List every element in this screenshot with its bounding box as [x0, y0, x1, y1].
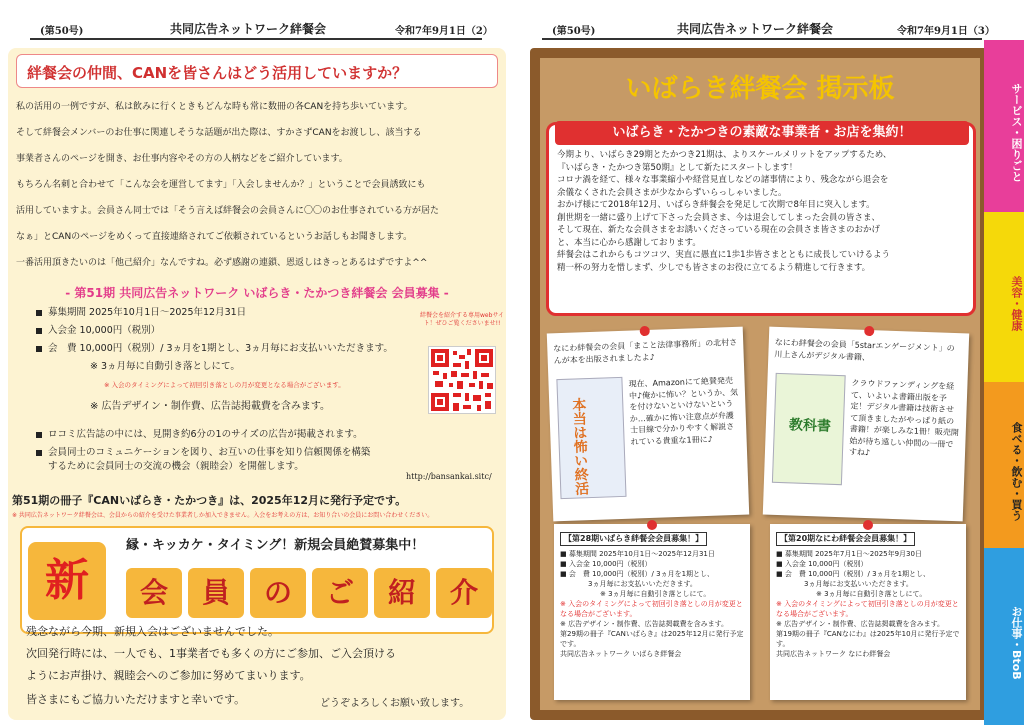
paragraph-2: そして絆餐会メンバーのお仕事に関連しそうな話題が出た際は、すかさずCANをお渡しし、該当する [16, 128, 422, 138]
box2-line: ※ 入会のタイミングによって初回引き落としの月が変更となる場合がございます。 [776, 600, 959, 618]
paragraph-6: なぁ」とCANのページをめくって直接連絡されてご依頼されているというお話しもお聞きします。 [16, 232, 413, 242]
bulletin-board [530, 48, 990, 720]
extra-line-1-text: ロコミ広告誌の中には、見開き約6分の1のサイズの広告が掲載されます。 [48, 429, 363, 440]
notice-line: と、本当に心から感謝しております。 [557, 237, 701, 248]
catch-copy: 縁・キッカケ・タイミング！新規会員絶賛募集中！ [126, 538, 425, 553]
box1-line: ※ 3ヵ月毎に自動引き落としにて。 [600, 590, 711, 598]
box2-line: 第19期の冊子『CANなにわ』は2025年10月に発行予定です。 [776, 630, 960, 648]
left-header-title: 共同広告ネットワーク絆餐会 [170, 22, 327, 36]
qr-caption: 絆餐会を紹介する専用webサイト！ぜひご覧くださいませ!! [420, 312, 504, 327]
card2-head: なにわ絆餐会の会員「5starエンゲージメント」の川上さんがデジタル書籍、 [774, 337, 955, 362]
notice-line: 精一杯の努力を惜しまず、少しでも皆さまのお役に立てるよう精進して行きます。 [557, 262, 871, 273]
card1-head: なにわ絆餐会の会員「まこと法律事務所」の北村さんが本を出版されましたよ♪ [553, 337, 738, 365]
paragraph-7: 一番活用頂きたいのは「他己紹介」なんですね。必ず感謝の連鎖、恩返しはきっとあるはずですよ^^ [16, 258, 428, 268]
pushpin-icon [640, 326, 650, 336]
new-big-tile: 新 [28, 542, 106, 620]
left-content-box [8, 48, 506, 720]
closing-line: どうぞよろしくお願い致します。 [320, 698, 470, 709]
pinned-card-recruit-ibaraki [554, 524, 750, 700]
auto-renew-note: ※ 3ヵ月毎に自動引き落としにて。 [90, 361, 240, 372]
left-header-date: 令和7年9月1日（2） [395, 26, 493, 37]
box1-line: ※ 入会のタイミングによって初回引き落としの月が変更となる場合がございます。 [560, 600, 743, 618]
right-page [512, 0, 1024, 725]
cork-surface [540, 58, 980, 710]
box2-line: 共同広告ネットワーク なにわ絆餐会 [776, 650, 891, 658]
notice-line: 今期より、いばらき29期とたかつき21期は、よりスケールメリットをアップするため、 [557, 150, 892, 160]
box2-line: ※ 3ヵ月毎に自動引き落としにて。 [816, 590, 927, 598]
left-header-rule [30, 38, 482, 40]
tile-4: ご [312, 568, 368, 618]
notice-line: コロナ渦を経て、様々な事業縮小や経営見直しなどの諸事情により、残念ながら退会を [557, 175, 889, 185]
notice-line: 『いばらき・たかつき第50期』として新たにスタートします！ [557, 162, 798, 173]
notice-line: 絆餐会はこれからもコツコツ、実直に愚直に1歩1歩皆さまとともに成長していけるよう [557, 250, 891, 260]
pushpin-icon [863, 520, 873, 530]
pinned-card-book-1 [547, 327, 749, 522]
box1-line: ■ 募集期間 2025年10月1日～2025年12月31日 [560, 550, 715, 558]
recruit-title: - 第51期 共同広告ネットワーク いばらき・たかつき絆餐会 会員募集 - [65, 286, 449, 300]
book-2-title: 教科書 [788, 417, 832, 435]
timing-red-note: ※ 入会のタイミングによって初回引き落としの月が変更となる場合がございます。 [104, 381, 345, 389]
notice-title: いばらき・たかつきの素敵な事業者・お店を集約！ [555, 121, 969, 145]
box1-line: ■ 会 費 10,000円（税別）/ 3ヵ月を1期とし、 [560, 570, 715, 578]
book-cover-2 [772, 373, 846, 485]
extra-line-1 [36, 428, 426, 442]
site-url-link[interactable]: http://bansankai.sitc/ [406, 472, 492, 481]
qr-code-icon[interactable] [428, 346, 496, 414]
box2-line: ■ 会 費 10,000円（税別）/ 3ヵ月を1期とし、 [776, 570, 931, 578]
notice-body [557, 149, 969, 274]
board-title: いばらき絆餐会 掲示板 [625, 74, 895, 104]
box1-line: 第29期の冊子『CANいばらき』は2025年12月に発行予定です。 [560, 630, 744, 648]
extra-line-2-text: 会員同士のコミュニケーションを図り、お互いの仕事を知り信頼関係を構築 [48, 447, 371, 458]
issue-red-note: ※ 共同広告ネットワーク絆餐会は、会員からの紹介を受けた事業者しか加入できません。入会をお考えの方は、お知り合いの会員にお問い合わせください。 [12, 512, 434, 519]
recruit-period-text: 募集期間 2025年10月1日～2025年12月31日 [48, 307, 247, 318]
message-2: 次回発行時には、一人でも、1事業者でも多くの方にご参加、ご入会頂ける [26, 647, 396, 660]
recruit-fee-text: 入会金 10,000円（税別） [48, 325, 161, 336]
new-member-box [20, 526, 494, 634]
notice-line: 創世期を一緒に盛り上げて下さった会員さま、今は退会してしまった会員の皆さま、 [557, 212, 881, 223]
box2-line: ※ 広告デザイン・制作費、広告誌掲載費を含みます。 [776, 620, 945, 628]
pinned-card-recruit-naniwa [770, 524, 966, 700]
recruit-line-dues [36, 342, 436, 356]
ibaraki-recruit-title: 【第28期いばらき絆餐会会員募集！】 [560, 532, 707, 546]
ibaraki-recruit-box [560, 532, 744, 659]
left-issue-number: (第50号) [40, 26, 84, 37]
tile-5: 紹 [374, 568, 430, 618]
tile-1: 会 [126, 568, 182, 618]
tile-3: の [250, 568, 306, 618]
right-header-rule [542, 38, 982, 40]
tab-food[interactable]: 食べる・飲む・買う [984, 382, 1024, 548]
right-header-date: 令和7年9月1日（3） [897, 26, 995, 37]
paragraph-3: 事業者さんのページを開き、お仕事内容やその方の人柄などをご紹介しています。 [16, 154, 348, 164]
extra-line-3: するために会員同士の交流の機会（親睦会）を開催します。 [48, 461, 304, 472]
paragraph-5: 活用していますよ。会員さん同士では「そう言えば絆餐会の会員さんに〇〇のお仕事されている方が居た [16, 206, 440, 216]
message-3: ようにお声掛け、親睦会へのご参加に努めてまいります。 [26, 669, 311, 682]
extra-line-2 [36, 446, 426, 460]
recruit-dues-text: 会 費 10,000円（税別）/ 3ヵ月を1期とし、3ヵ月毎にお支払いいただきます。 [48, 343, 393, 354]
message-4: 皆さまにもご協力いただけますと幸いです。 [26, 693, 246, 706]
pinned-card-book-2 [763, 327, 969, 522]
notice-line: おかげ様にて2018年12月、いばらき絆餐会を発足して次期で8年目に突入します。 [557, 200, 875, 210]
right-issue-number: (第50号) [552, 26, 596, 37]
tab-beauty[interactable]: 美容・健康 [984, 212, 1024, 382]
tile-2: 員 [188, 568, 244, 618]
naniwa-recruit-box [776, 532, 960, 659]
pushpin-icon [864, 326, 874, 336]
box1-line: 3ヵ月毎にお支払いいただきます。 [588, 580, 697, 588]
box2-line: ■ 入会金 10,000円（税別） [776, 560, 868, 568]
box1-line: ■ 入会金 10,000円（税別） [560, 560, 652, 568]
book-1-title: 本当は怖い終活 [570, 397, 590, 496]
naniwa-recruit-title: 【第20期なにわ絆餐会会員募集！】 [776, 532, 915, 546]
pushpin-icon [647, 520, 657, 530]
tab-service[interactable]: サービス・困りごと [984, 40, 1024, 212]
card1-body: 現在、Amazonにて絶賛発売中♪俺かに怖い？というか、気を付けないといけないというか…確かに怖い注意点が弁護士目線で分かりやすく解説されている貴重な1冊に♪ [628, 376, 739, 447]
recruit-line-period [36, 306, 426, 320]
main-notice [546, 122, 976, 316]
recruit-line-fee [36, 324, 426, 338]
card2-body: クラウドファンディングを経て、いよいよ書籍出版を予定！デジタル書籍は技術させて頂きましたがやっぱり紙の書籍！が楽しみな1冊！販売開始が待ち遠しい仲間の一冊ですね♪ [848, 378, 960, 458]
right-header-title: 共同広告ネットワーク絆餐会 [677, 22, 834, 36]
box1-line: 共同広告ネットワーク いばらき絆餐会 [560, 650, 682, 658]
issue-announcement: 第51期の冊子『CANいばらき・たかつき』は、2025年12月に発行予定です。 [12, 494, 407, 507]
ad-cost-note: ※ 広告デザイン・制作費、広告誌掲載費を含みます。 [90, 401, 331, 412]
notice-line: 余儀なくされた会員さまが少なからずいらっしゃいました。 [557, 187, 787, 198]
book-cover-1 [556, 377, 626, 499]
tile-6: 介 [436, 568, 492, 618]
notice-line: そして現在、新たな会員さまをお誘いくださっている現在の会員さま皆さまのおかげ [557, 225, 881, 235]
paragraph-1: 私の活用の一例ですが、私は飲みに行くときもどんな時も常に数冊の各CANを持ち歩いています。 [16, 102, 413, 112]
question-title: 絆餐会の仲間、CANを皆さんはどう活用していますか？ [16, 54, 498, 88]
box2-line: ■ 募集期間 2025年7月1日～2025年9月30日 [776, 550, 922, 558]
message-1: 残念ながら今期、新規入会はございませんでした。 [26, 625, 279, 638]
box2-line: 3ヵ月毎にお支払いいただきます。 [804, 580, 913, 588]
tab-business[interactable]: お仕事・BtoB [984, 548, 1024, 725]
paragraph-4: もちろん名刺と合わせて「こんな会を運営してます」「入会しませんか？」ということで会員誘致にも [16, 180, 426, 190]
box1-line: ※ 広告デザイン・制作費、広告誌掲載費を含みます。 [560, 620, 729, 628]
